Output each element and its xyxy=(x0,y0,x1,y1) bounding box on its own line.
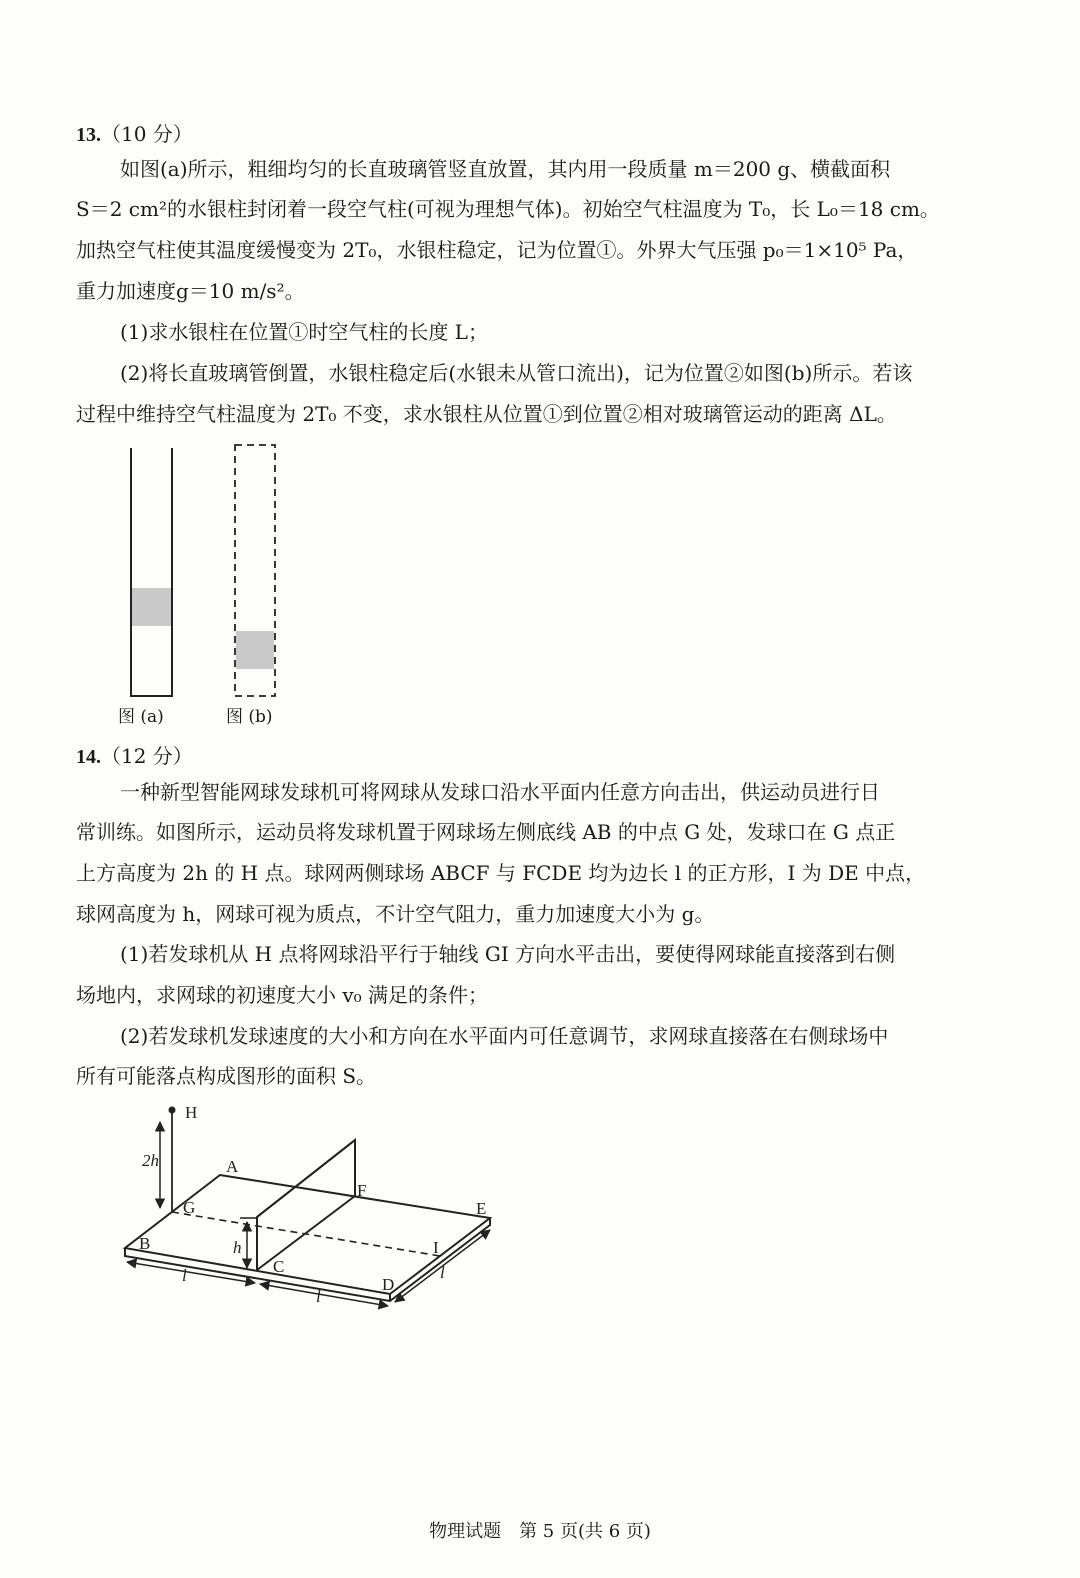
q14-line-3: 上方高度为 2h 的 H 点。球网两侧球场 ABCF 与 FCDE 均为边长 l 的正方形，I 为 DE 中点， xyxy=(76,861,926,885)
q14-line-4: 球网高度为 h，网球可视为质点，不计空气阻力，重力加速度大小为 g。 xyxy=(76,902,715,926)
label-l-1: l xyxy=(182,1266,187,1285)
page-footer: 物理试题 第 5 页(共 6 页) xyxy=(429,1521,651,1542)
q14-sub1-line-1: (1)若发球机从 H 点将网球沿平行于轴线 GI 方向水平击出，要使得网球能直接落到右侧 xyxy=(120,942,896,966)
label-b: B xyxy=(139,1234,151,1253)
q14-number: 14. xyxy=(76,746,101,768)
q14-line-1: 一种新型智能网球发球机可将网球从发球口沿水平面内任意方向击出，供运动员进行日 xyxy=(120,780,880,804)
label-i: I xyxy=(433,1238,439,1257)
q14-line-2: 常训练。如图所示，运动员将发球机置于网球场左侧底线 AB 的中点 G 处，发球口在 G 点正 xyxy=(76,820,896,844)
q13-line-4: 重力加速度g＝10 m/s²。 xyxy=(76,279,305,303)
q13-points: （10 分） xyxy=(101,122,193,146)
q14-sub2-line-2: 所有可能落点构成图形的面积 S。 xyxy=(76,1064,377,1088)
label-c: C xyxy=(273,1257,285,1276)
label-l-3: l xyxy=(440,1263,445,1282)
q13-line-2: S＝2 cm²的水银柱封闭着一段空气柱(可视为理想气体)。初始空气柱温度为 T₀，长 L₀＝18 cm。 xyxy=(76,197,940,221)
label-2h: 2h xyxy=(142,1151,159,1170)
q13-sub2-line-1: (2)将长直玻璃管倒置，水银柱稳定后(水银未从管口流出)，记为位置②如图(b)所示。若该 xyxy=(120,361,913,385)
label-e: E xyxy=(476,1199,487,1218)
fig-b-caption: 图 (b) xyxy=(226,707,273,727)
point-h xyxy=(169,1107,176,1114)
q13-line-3: 加热空气柱使其温度缓慢变为 2T₀，水银柱稳定，记为位置①。外界大气压强 p₀＝1×10⁵ Pa， xyxy=(76,238,918,262)
q13-sub2-line-2: 过程中维持空气柱温度为 2T₀ 不变，求水银柱从位置①到位置②相对玻璃管运动的距离 ΔL。 xyxy=(76,402,897,426)
label-h: H xyxy=(185,1103,198,1122)
q14-points: （12 分） xyxy=(101,744,193,768)
label-l-2: l xyxy=(316,1287,321,1306)
label-g: G xyxy=(183,1198,196,1217)
label-f: F xyxy=(357,1181,367,1200)
label-h-net: h xyxy=(233,1238,242,1257)
dimension-l-cd xyxy=(260,1284,388,1306)
q14-sub1-line-2: 场地内，求网球的初速度大小 v₀ 满足的条件； xyxy=(76,983,489,1007)
q13-line-1: 如图(a)所示，粗细均匀的长直玻璃管竖直放置，其内用一段质量 m＝200 g、横截面积 xyxy=(120,157,891,181)
fig-a-caption: 图 (a) xyxy=(118,707,164,727)
q13-sub1: (1)求水银柱在位置①时空气柱的长度 L； xyxy=(120,320,488,344)
axis-gi xyxy=(172,1212,440,1256)
q14-sub2-line-1: (2)若发球机发球速度的大小和方向在水平面内可任意调节，求网球直接落在右侧球场中 xyxy=(120,1024,889,1048)
q13-number: 13. xyxy=(76,124,101,146)
label-a: A xyxy=(226,1157,239,1176)
label-d: D xyxy=(382,1275,395,1294)
dimension-l-bc xyxy=(127,1262,255,1283)
